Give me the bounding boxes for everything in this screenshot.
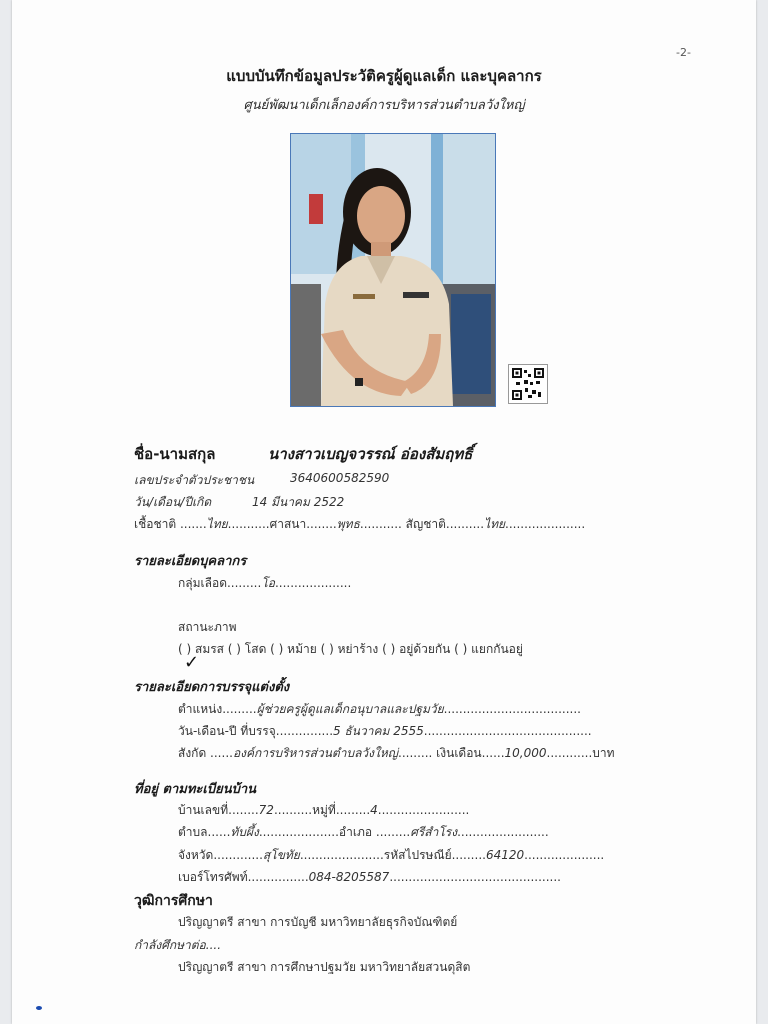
phone-row [178,868,561,887]
appointment-date-row [178,722,592,741]
dob-label: วัน/เดือน/ปีเกิด [134,495,212,509]
salary-tail: ............บาท [546,746,615,760]
house-value: 72 [258,803,274,817]
house-label: บ้านเลขที่........ [178,803,259,817]
affiliation-row [178,744,615,763]
name-value: นางสาวเบญจวรรณ์ อ่องสัมฤทธิ์ [268,445,473,463]
phone-value: 084-8205587 [308,870,390,884]
nationality-label: ........... สัญชาติ.......... [359,517,485,531]
ink-dot [36,1006,42,1010]
position-tail: .................................... [443,702,581,716]
amphoe-label: .....................อำเภอ ......... [258,825,411,839]
nationality-value: ไทย [484,517,506,531]
province-label: จังหวัด............. [178,848,263,862]
position-value: ผู้ช่วยครูผู้ดูแลเด็กอนุบาลและปฐมวัย [256,702,444,716]
postal-tail: ..................... [524,848,605,862]
name-label: ชื่อ-นามสกุล [134,445,216,463]
house-row [178,801,469,820]
tambon-value: ทับผึ้ง [230,825,259,839]
phone-tail: ............................................. [389,870,561,884]
checkmark-icon: ✓ [184,652,200,673]
position-row [178,700,581,719]
affiliation-value: องค์การบริหารส่วนตำบลวังใหญ่ [232,746,399,760]
appointment-date-value: 5 ธันวาคม 2555 [333,724,424,738]
education-heading: วุฒิการศึกษา [134,893,213,909]
blood-row [178,574,351,593]
postal-value: 64120 [485,848,525,862]
dob-value: 14 มีนาคม 2522 [252,495,345,509]
degree-2: ปริญญาตรี สาขา การศึกษาปฐมวัย มหาวิทยาลัยสวนดุสิต [178,960,471,974]
id-label: เลขประจำตัวประชาชน [134,473,255,487]
salary-value: 10,000 [504,746,547,760]
moo-tail: ........................ [377,803,470,817]
appointment-date-tail: ............................................ [423,724,592,738]
degree-1: ปริญญาตรี สาขา การบัญชี มหาวิทยาลัยธุรกิจบัณฑิตย์ [178,915,458,929]
moo-label: ..........หมู่ที่......... [273,803,371,817]
race-value: ไทย [206,517,228,531]
phone-label: เบอร์โทรศัพท์................ [178,870,309,884]
blood-tail: .................... [274,576,352,590]
document-page [12,0,756,1024]
appointment-heading: รายละเอียดการบรรจุแต่งตั้ง [134,680,290,695]
race-label: เชื้อชาติ ....... [134,517,207,531]
status-label: สถานะภาพ [178,620,237,634]
blood-value: โอ [261,576,275,590]
portrait-illustration [291,134,495,406]
religion-label: ...........ศาสนา........ [227,517,337,531]
id-value: 3640600582590 [290,471,390,485]
salary-label: ......... เงินเดือน...... [398,746,505,760]
tambon-row [178,823,549,842]
tambon-label: ตำบล...... [178,825,231,839]
postal-label: ......................รหัสไปรษณีย์......... [299,848,486,862]
status-options: ( ) สมรส ( ) โสด ( ) หม้าย ( ) หย่าร้าง ( ) อยู่ด้วยกัน ( ) แยกกันอยู่ [178,642,523,656]
document-subtitle: ศูนย์พัฒนาเด็กเล็กองค์การบริหารส่วนตำบลวังใหญ่ [243,98,525,113]
studying-label: กำลังศึกษาต่อ.... [134,938,222,952]
nationality-tail: ..................... [505,517,586,531]
page-number: -2- [676,46,691,59]
appointment-date-label: วัน-เดือน-ปี ที่บรรจุ............... [178,724,334,738]
amphoe-value: ศรีสำโรง [410,825,458,839]
religion-value: พุทธ [336,517,360,531]
portrait-photo [290,133,496,407]
details-heading: รายละเอียดบุคลากร [134,554,247,569]
address-heading: ที่อยู่ ตามทะเบียนบ้าน [134,782,257,797]
position-label: ตำแหน่ง......... [178,702,257,716]
affiliation-label: สังกัด ...... [178,746,233,760]
province-row [178,846,604,865]
qr-code-icon [508,364,548,404]
province-value: สุโขทัย [262,848,300,862]
blood-label: กลุ่มเลือด......... [178,576,262,590]
race-row [134,515,585,534]
moo-value: 4 [370,803,378,817]
document-title: แบบบันทึกข้อมูลประวัติครูผู้ดูแลเด็ก และบุคลากร [226,67,542,85]
amphoe-tail: ........................ [457,825,549,839]
